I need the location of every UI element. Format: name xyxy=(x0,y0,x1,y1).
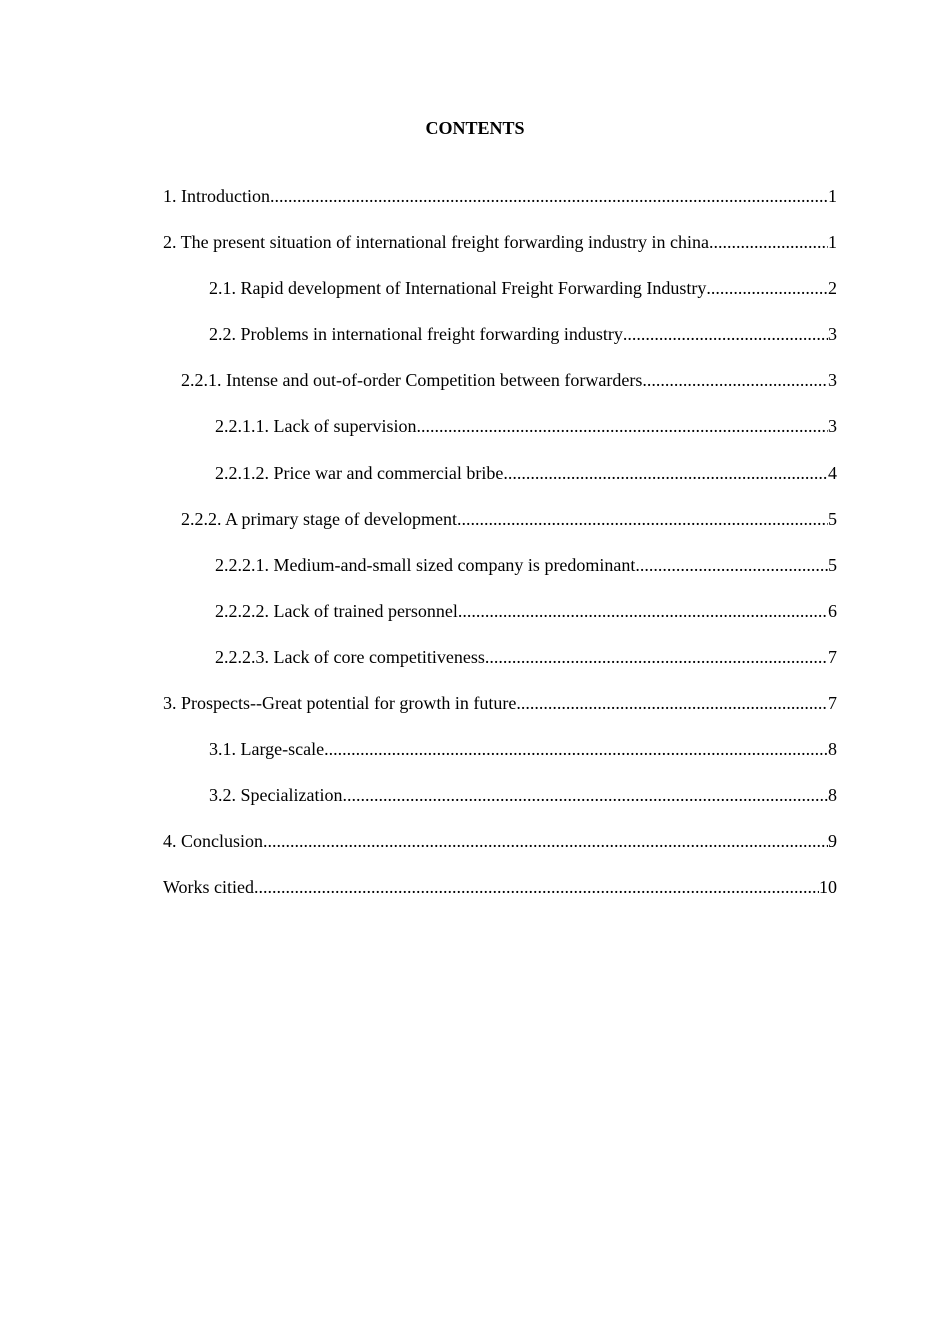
toc-leader-dots xyxy=(342,784,828,806)
toc-entry-text: 2.2.2.2. Lack of trained personnel xyxy=(215,600,458,621)
toc-entry[interactable] xyxy=(163,508,837,554)
toc-title: CONTENTS xyxy=(425,118,525,138)
toc-entry-text: 2. The present situation of international freight forwarding industry in china xyxy=(163,232,710,253)
toc-leader-dots xyxy=(642,369,828,391)
toc-entry[interactable] xyxy=(163,876,837,922)
toc-leader-dots xyxy=(270,185,828,207)
toc-entry[interactable] xyxy=(163,277,837,323)
toc-page-number: 3 xyxy=(828,370,837,391)
toc-entry-text: 2.2.2. A primary stage of development xyxy=(181,508,457,529)
toc-page-number: 9 xyxy=(828,831,837,852)
toc-entry[interactable] xyxy=(163,462,837,508)
toc-page-number: 1 xyxy=(828,232,837,253)
toc-entry[interactable] xyxy=(163,692,837,738)
toc-entry-text: 2.2.1.1. Lack of supervision xyxy=(215,416,417,437)
toc-entry-text: 3.1. Large-scale xyxy=(209,739,325,760)
toc-leader-dots xyxy=(263,830,828,852)
toc-leader-dots xyxy=(457,508,828,530)
toc-page-number: 8 xyxy=(828,785,837,806)
toc-leader-dots xyxy=(623,323,828,345)
toc-leader-dots xyxy=(254,876,819,898)
toc-leader-dots xyxy=(709,231,828,253)
toc-entry-text: 2.2.1. Intense and out-of-order Competition between forwarders xyxy=(181,370,643,391)
toc-entry-text: 2.2.2.3. Lack of core competitiveness xyxy=(215,646,485,667)
toc-page-number: 6 xyxy=(828,600,837,621)
toc-entry[interactable] xyxy=(163,323,837,369)
toc-leader-dots xyxy=(503,462,828,484)
toc-page-number: 8 xyxy=(828,739,837,760)
toc-leader-dots xyxy=(516,692,828,714)
toc-leader-dots xyxy=(416,415,828,437)
toc-entry-text: 4. Conclusion xyxy=(163,831,264,852)
toc-entry[interactable] xyxy=(163,231,837,277)
toc-entry-text: 3. Prospects--Great potential for growth in future xyxy=(163,693,517,714)
toc-entry-text: 2.1. Rapid development of International Freight Forwarding Industry xyxy=(209,278,707,299)
toc-entry-text: 3.2. Specialization xyxy=(209,785,343,806)
toc-entry[interactable] xyxy=(163,646,837,692)
toc-page-number: 7 xyxy=(828,693,837,714)
toc-page-number: 5 xyxy=(828,508,837,529)
toc-page-number: 4 xyxy=(828,462,837,483)
toc-page-number: 5 xyxy=(828,554,837,575)
toc-page-number: 10 xyxy=(819,877,837,898)
toc-entry[interactable] xyxy=(163,784,837,830)
toc-entry-text: 2.2. Problems in international freight forwarding industry xyxy=(209,324,623,345)
toc-leader-dots xyxy=(635,554,828,576)
toc-entry[interactable] xyxy=(163,600,837,646)
toc-page-number: 2 xyxy=(828,278,837,299)
toc-entry-text: 2.2.1.2. Price war and commercial bribe xyxy=(215,462,504,483)
toc-entry[interactable] xyxy=(163,185,837,231)
toc-leader-dots xyxy=(706,277,828,299)
toc-entry[interactable] xyxy=(163,415,837,461)
toc-page-number: 3 xyxy=(828,324,837,345)
toc-leader-dots xyxy=(485,646,828,668)
table-of-contents xyxy=(163,185,837,923)
toc-entry-text: 2.2.2.1. Medium-and-small sized company is predominant xyxy=(215,554,636,575)
toc-entry-text: Works citied xyxy=(163,877,255,898)
toc-leader-dots xyxy=(324,738,828,760)
toc-page-number: 1 xyxy=(828,186,837,206)
toc-leader-dots xyxy=(458,600,828,622)
toc-entry[interactable] xyxy=(163,738,837,784)
toc-entry[interactable] xyxy=(163,830,837,876)
toc-entry[interactable] xyxy=(163,554,837,600)
toc-page-number: 7 xyxy=(828,646,837,667)
toc-entry-text: 1. Introduction xyxy=(163,186,270,206)
toc-entry[interactable] xyxy=(163,369,837,415)
toc-page-number: 3 xyxy=(828,416,837,437)
